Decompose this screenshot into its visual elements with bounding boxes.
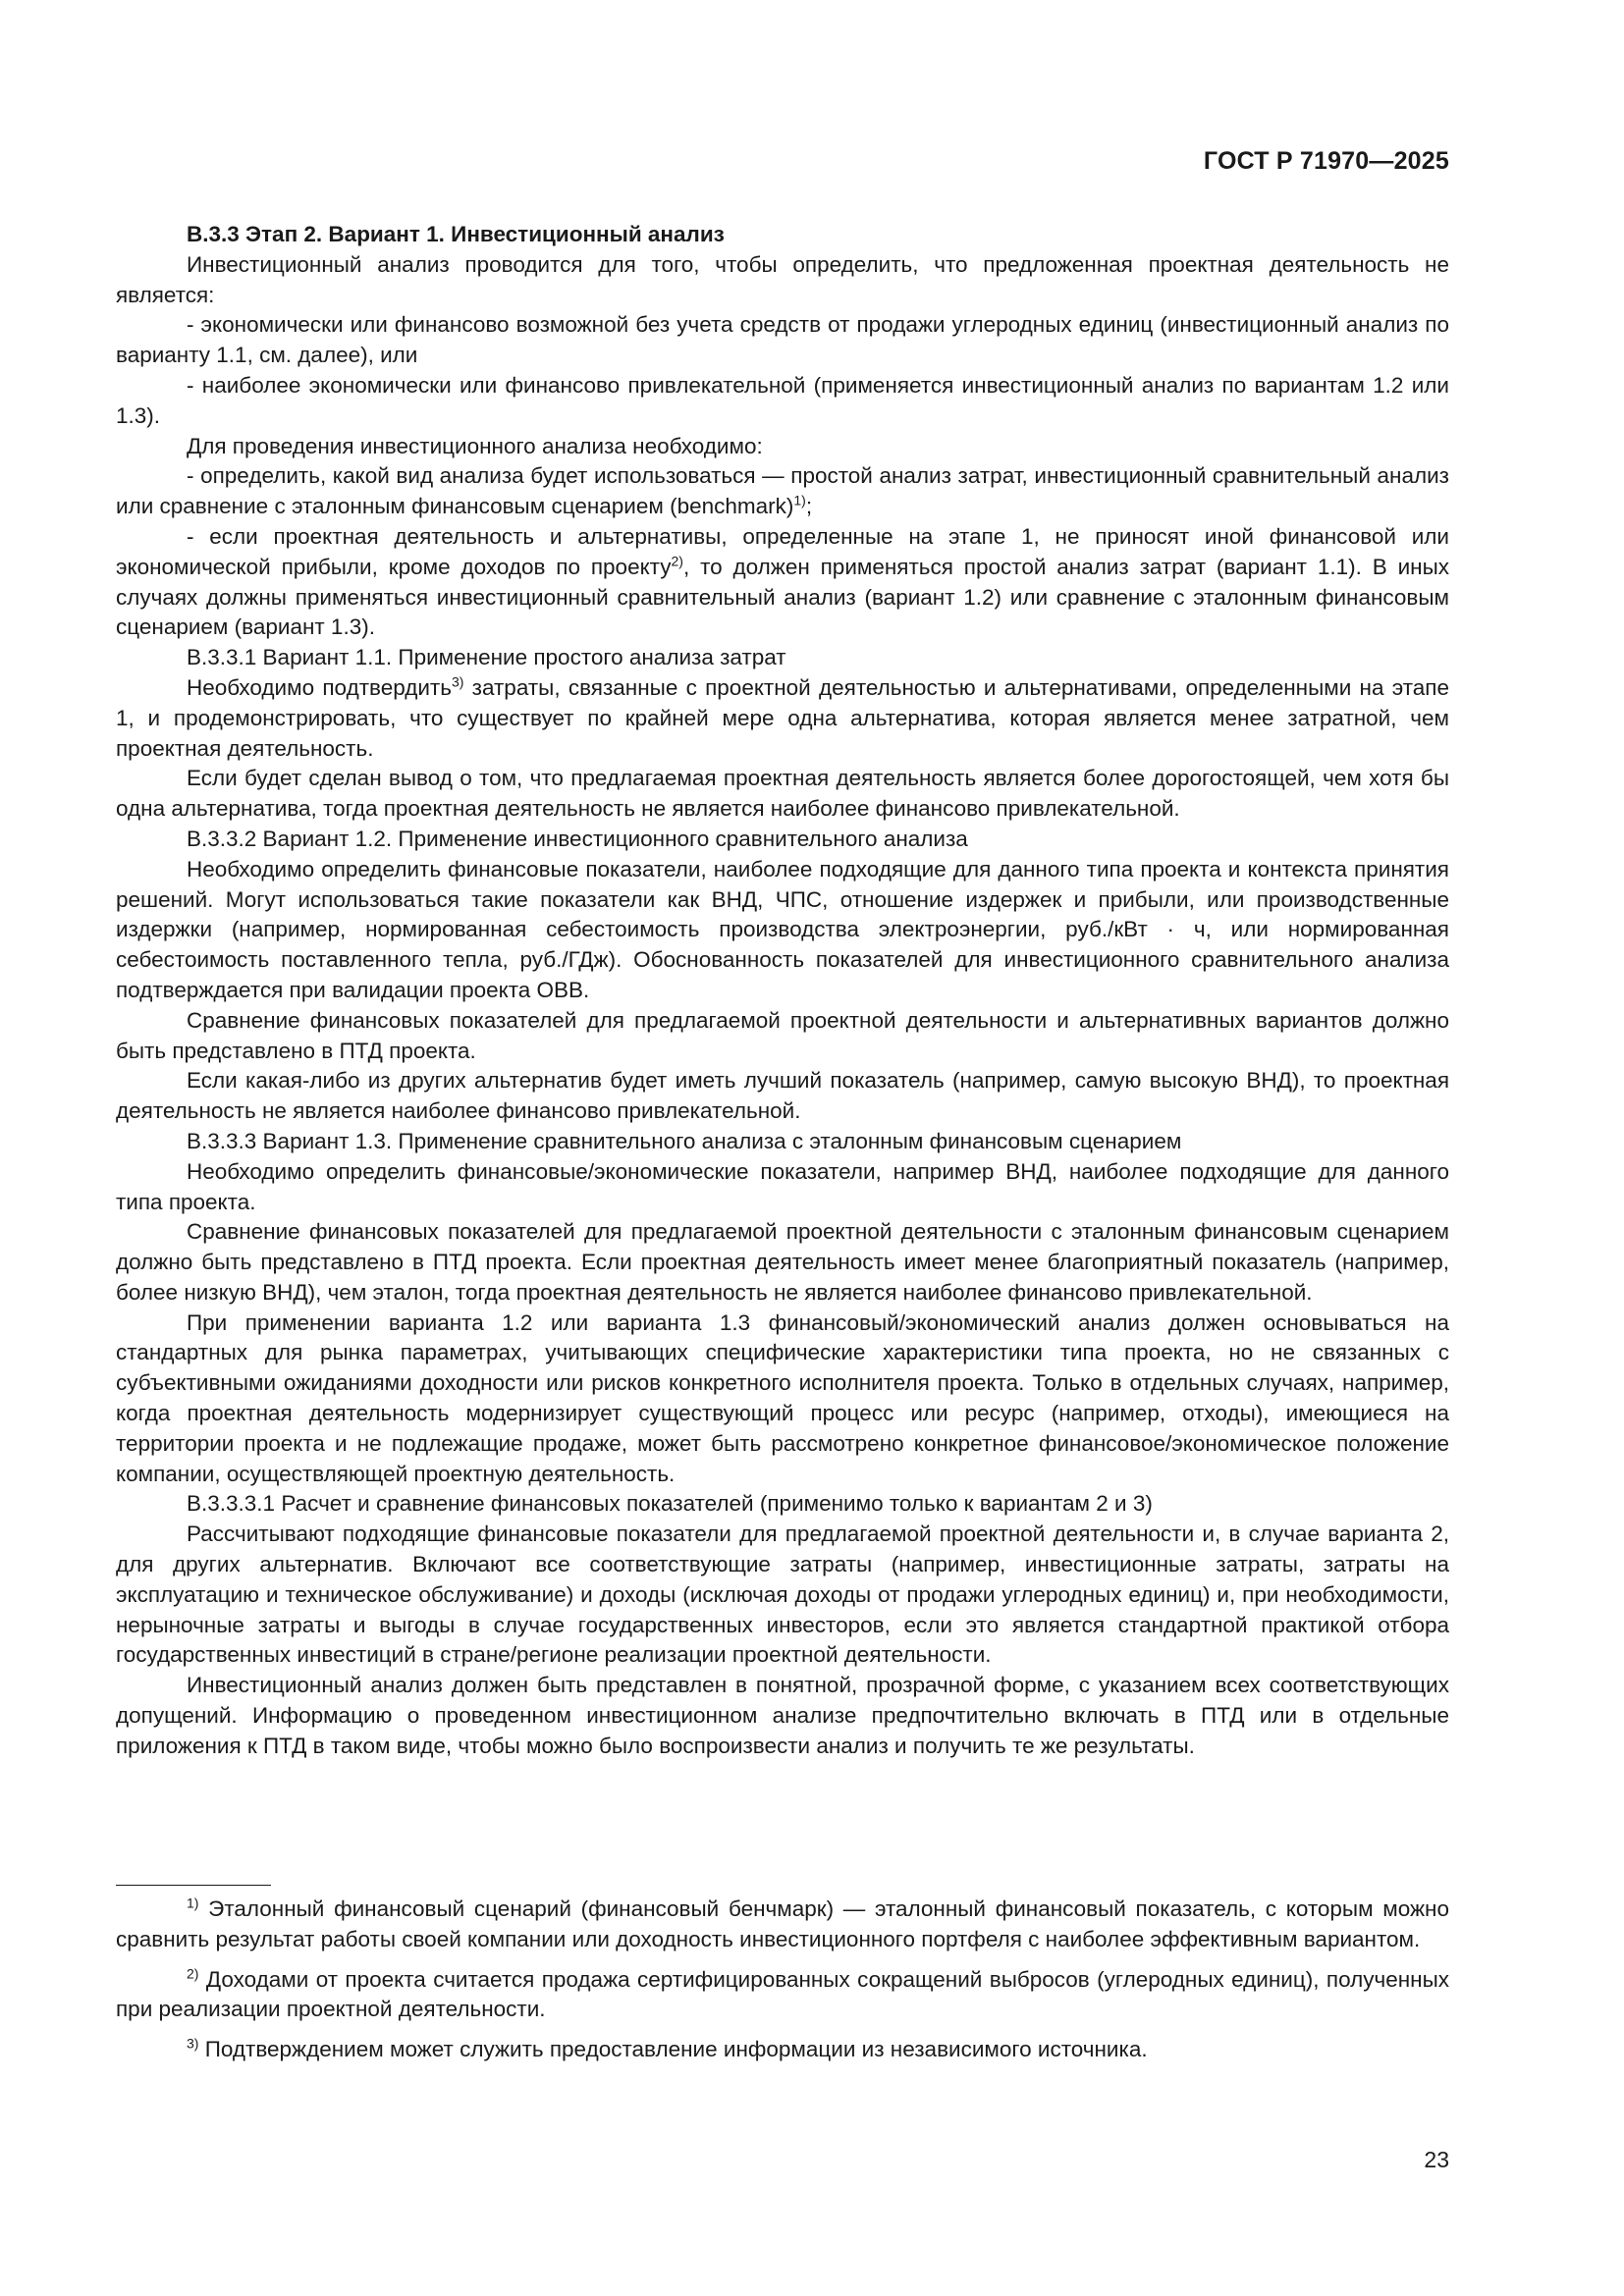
paragraph: Инвестиционный анализ должен быть представлен в понятной, прозрачной форме, с указанием всех соответствующих допущений. Информацию о проведенном инвестиционном анализе предпочтительно включать в ПТД или в отдельные приложения к ПТД в таком виде, чтобы можно было воспроизвести анализ и получить те же результаты. [116, 1673, 1449, 1758]
page-number: 23 [1424, 2147, 1449, 2172]
footnote-ref-2: 2) [671, 553, 683, 569]
paragraph: Если будет сделан вывод о том, что предлагаемая проектная деятельность является более дорогостоящей, чем хотя бы одна альтернатива, тогда проектная деятельность не является наиболее финансово привлекательной. [116, 766, 1449, 822]
footnote-text: Эталонный финансовый сценарий (финансовый бенчмарк) — эталонный финансовый показатель, с которым можно сравнить результат работы своей компании или доходность инвестиционного портфеля с наиболее эффективным вариантом. [116, 1896, 1449, 1951]
paragraph: Для проведения инвестиционного анализа необходимо: [187, 433, 763, 458]
paragraph: Рассчитывают подходящие финансовые показатели для предлагаемой проектной деятельности и, в случае варианта 2, для других альтернатив. Включают все соответствующие затраты (например, инвестиционные затраты, затраты на эксплуатацию и техническое обслуживание) и доходы (исключая доходы от продажи углеродных единиц) и, при необходимости, нерыночные затраты и выгоды в случае государственных инвесторов, если это является стандартной практикой отбора государственных инвестиций в стране/регионе реализации проектной деятельности. [116, 1522, 1449, 1668]
paragraph: Инвестиционный анализ проводится для того, чтобы определить, что предложенная проектная деятельность не является: [116, 251, 1449, 307]
list-item [116, 522, 1449, 643]
subsection-title: В.3.3.3.1 Расчет и сравнение финансовых показателей (применимо только к вариантам 2 и 3) [187, 1491, 1153, 1517]
text-span: затраты, связанные с проектной деятельностью и альтернативами, определенными на этапе 1, и продемонстрировать, что существует по крайней мере одна альтернатива, которая является менее затратной, чем проектная деятельность. [116, 674, 1449, 761]
paragraph: Сравнение финансовых показателей для предлагаемой проектной деятельности с эталонным финансовым сценарием должно быть представлено в ПТД проекта. Если проектная деятельность имеет менее благоприятный показатель (например, более низкую ВНД), чем эталон, тогда проектная деятельность не является наиболее финансово привлекательной. [116, 1219, 1449, 1305]
list-item: - наиболее экономически или финансово привлекательной (применяется инвестиционный анализ по вариантам 1.2 или 1.3). [116, 372, 1449, 428]
footnote [116, 1895, 1449, 1955]
paragraph: Необходимо определить финансовые показатели, наиболее подходящие для данного типа проекта и контекста принятия решений. Могут использоваться такие показатели как ВНД, ЧПС, отношение издержек и прибыли, или производственные издержки (например, нормированная себестоимость производства электроэнергии, руб./кВт · ч, или нормированная себестоимость поставленного тепла, руб./ГДж). Обоснованность показателей для инвестиционного сравнительного анализа подтверждается при валидации проекта ОВВ. [116, 856, 1449, 1002]
standard-designation: ГОСТ Р 71970—2025 [1203, 147, 1449, 175]
footnote-text: Подтверждением может служить предоставление информации из независимого источника. [198, 2037, 1148, 2062]
subsection-title: В.3.3.1 Вариант 1.1. Применение простого анализа затрат [187, 645, 786, 670]
text-span: - определить, какой вид анализа будет использоваться — простой анализ затрат, инвестиционный сравнительный анализ или сравнение с эталонным финансовым сценарием (benchmark) [116, 463, 1449, 519]
text-span: , то должен применяться простой анализ затрат (вариант 1.1). В иных случаях должны применяться инвестиционный сравнительный анализ (вариант 1.2) или сравнение с эталонным финансовым сценарием (вариант 1.3). [116, 554, 1449, 640]
footnote [116, 2035, 1449, 2065]
paragraph: Сравнение финансовых показателей для предлагаемой проектной деятельности и альтернативных вариантов должно быть представлено в ПТД проекта. [116, 1007, 1449, 1063]
text-span: Необходимо подтвердить [187, 674, 452, 700]
footnote-ref-1: 1) [793, 492, 806, 508]
footnote-mark: 1) [187, 1895, 199, 1911]
main-text [116, 220, 1449, 1762]
footnotes [116, 1895, 1449, 2075]
paragraph [116, 673, 1449, 764]
paragraph: Если какая-либо из других альтернатив будет иметь лучший показатель (например, самую высокую ВНД), то проектная деятельность не является наиболее финансово привлекательной. [116, 1068, 1449, 1124]
footnote-ref-3: 3) [451, 673, 464, 690]
subsection-title: В.3.3.2 Вариант 1.2. Применение инвестиционного сравнительного анализа [187, 826, 968, 851]
footnote-text: Доходами от проекта считается продажа сертифицированных сокращений выбросов (углеродных единиц), полученных при реализации проектной деятельности. [116, 1966, 1449, 2022]
footnote [116, 1965, 1449, 2026]
text-span: ; [805, 494, 813, 519]
text-span: - если проектная деятельность и альтернативы, определенные на этапе 1, не приносят иной финансовой или экономической прибыли, кроме доходов по проекту [116, 523, 1449, 579]
footnote-mark: 3) [187, 2035, 199, 2052]
subsection-title: В.3.3.3 Вариант 1.3. Применение сравнительного анализа с эталонным финансовым сценарием [187, 1128, 1182, 1153]
footnote-separator [116, 1885, 271, 1886]
list-item [116, 461, 1449, 522]
footnote-mark: 2) [187, 1965, 199, 1982]
section-heading: В.3.3 Этап 2. Вариант 1. Инвестиционный анализ [187, 222, 725, 246]
paragraph: Необходимо определить финансовые/экономические показатели, например ВНД, наиболее подходящие для данного типа проекта. [116, 1158, 1449, 1214]
paragraph: При применении варианта 1.2 или варианта 1.3 финансовый/экономический анализ должен основываться на стандартных для рынка параметрах, учитывающих специфические характеристики типа проекта, но не связанных с субъективными ожиданиями доходности или рисков конкретного исполнителя проекта. Только в отдельных случаях, например, когда проектная деятельность модернизирует существующий процесс или ресурс (например, отходы), имеющиеся на территории проекта и не подлежащие продаже, может быть рассмотрено конкретное финансовое/экономическое положение компании, осуществляющей проектную деятельность. [116, 1309, 1449, 1486]
list-item: - экономически или финансово возможной без учета средств от продажи углеродных единиц (инвестиционный анализ по варианту 1.1, см. далее), или [116, 312, 1449, 368]
